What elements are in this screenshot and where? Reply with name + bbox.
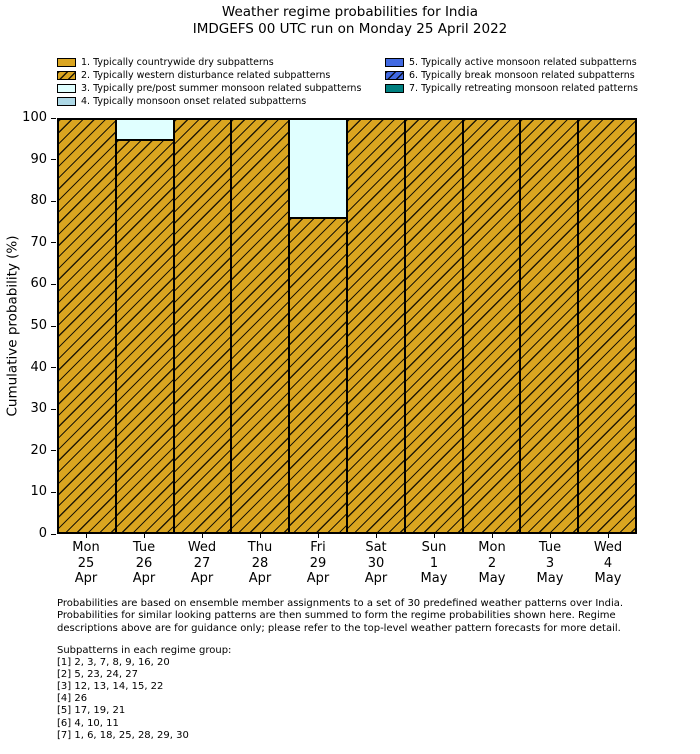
x-label-7	[405, 540, 463, 587]
bar-5-segment-regime-2	[289, 218, 347, 533]
y-tick-mark-40	[51, 367, 56, 368]
y-tick-mark-10	[51, 492, 56, 493]
subpattern-group-3: [3] 12, 13, 14, 15, 22	[57, 681, 164, 693]
x-label-month-2: Apr	[132, 571, 156, 586]
x-label-4	[231, 540, 289, 587]
x-label-month-9: May	[536, 571, 564, 586]
x-label-day-8: Mon	[478, 540, 506, 555]
x-tick-8	[492, 534, 493, 538]
bar-10-segment-regime-2	[578, 119, 636, 533]
subpatterns-list	[57, 645, 231, 742]
subpatterns-heading: Subpatterns in each regime group:	[57, 645, 232, 656]
footnote	[57, 598, 623, 635]
subpattern-group-4: [4] 26	[57, 693, 88, 705]
y-axis-label: Cumulative probability (%)	[5, 235, 21, 417]
x-tick-3	[202, 534, 203, 538]
x-tick-4	[260, 534, 261, 538]
x-label-3	[173, 540, 231, 587]
x-tick-1	[86, 534, 87, 538]
y-tick-mark-90	[51, 159, 56, 160]
chart-subtitle: IMDGEFS 00 UTC run on Monday 25 April 2022	[192, 21, 508, 37]
x-label-5	[289, 540, 347, 587]
x-axis-labels	[57, 540, 637, 590]
x-tick-7	[434, 534, 435, 538]
legend-swatch-2	[57, 71, 76, 80]
x-label-1	[57, 540, 115, 587]
legend-item-5	[385, 56, 638, 69]
x-label-date-8: 2	[487, 555, 497, 571]
y-tick-mark-80	[51, 201, 56, 202]
bar-4-segment-regime-2	[231, 119, 289, 533]
x-label-8	[463, 540, 521, 587]
x-label-9	[521, 540, 579, 587]
legend-item-4	[57, 95, 385, 108]
legend-item-1	[57, 56, 385, 69]
x-label-10	[579, 540, 637, 587]
bar-3-segment-regime-2	[174, 119, 232, 533]
y-axis	[0, 110, 57, 541]
y-tick-label-70: 70	[30, 234, 47, 250]
x-axis-ticks	[57, 534, 637, 538]
y-tick-mark-100	[51, 118, 56, 119]
legend-label-1: 1. Typically countrywide dry subpatterns	[81, 57, 274, 68]
y-tick-mark-70	[51, 242, 56, 243]
y-tick-label-20: 20	[30, 442, 47, 458]
legend-column-right	[385, 56, 638, 108]
legend-item-2	[57, 69, 385, 82]
legend	[57, 56, 687, 108]
y-tick-label-50: 50	[30, 318, 47, 333]
y-tick-label-0: 0	[38, 526, 47, 541]
x-label-date-2: 26	[135, 555, 153, 571]
y-tick-label-80: 80	[30, 193, 47, 209]
bar-7-segment-regime-2	[405, 119, 463, 533]
x-label-day-6: Sat	[365, 540, 387, 555]
x-label-month-3: Apr	[190, 571, 214, 586]
y-tick-label-40: 40	[30, 359, 47, 375]
legend-swatch-5	[385, 58, 404, 67]
legend-label-7: 7. Typically retreating monsoon related patterns	[409, 83, 638, 94]
x-tick-9	[550, 534, 551, 538]
x-tick-10	[608, 534, 609, 538]
y-tick-label-90: 90	[30, 151, 47, 167]
y-tick-label-10: 10	[30, 484, 47, 500]
chart-title: Weather regime probabilities for India	[221, 4, 479, 20]
bar-5-segment-regime-3	[289, 119, 347, 218]
y-tick-mark-0	[51, 534, 56, 535]
x-label-month-10: May	[594, 571, 622, 586]
x-label-day-5: Fri	[310, 540, 326, 555]
subpattern-group-2: [2] 5, 23, 24, 27	[57, 669, 138, 681]
x-label-day-9: Tue	[538, 540, 562, 555]
legend-label-5: 5. Typically active monsoon related subpatterns	[409, 57, 637, 68]
plot-area	[57, 118, 637, 534]
legend-item-3	[57, 82, 385, 95]
x-label-2	[115, 540, 173, 587]
x-label-day-4: Thu	[247, 540, 273, 555]
legend-swatch-7	[385, 84, 404, 93]
x-label-date-1: 25	[77, 555, 95, 571]
x-label-date-9: 3	[545, 555, 555, 571]
x-label-month-1: Apr	[74, 571, 98, 586]
x-tick-5	[318, 534, 319, 538]
legend-item-7	[385, 82, 638, 95]
legend-label-4: 4. Typically monsoon onset related subpatterns	[81, 96, 307, 107]
y-tick-label-60: 60	[30, 276, 47, 292]
legend-swatch-3	[57, 84, 76, 93]
legend-column-left	[57, 56, 385, 108]
x-label-month-8: May	[478, 571, 506, 586]
y-tick-mark-30	[51, 409, 56, 410]
footnote-line-3: descriptions above are for guidance only; please refer to the top-level weather pattern forecasts for more detail.	[57, 622, 621, 634]
x-label-month-4: Apr	[248, 571, 272, 586]
legend-swatch-1	[57, 58, 76, 67]
x-label-date-10: 4	[603, 555, 613, 571]
x-tick-2	[144, 534, 145, 538]
x-label-month-6: Apr	[364, 571, 388, 586]
x-label-day-3: Wed	[187, 540, 217, 555]
legend-swatch-4	[57, 97, 76, 106]
bar-6-segment-regime-2	[347, 119, 405, 533]
y-tick-mark-60	[51, 284, 56, 285]
legend-label-3: 3. Typically pre/post summer monsoon related subpatterns	[81, 83, 362, 94]
x-label-date-4: 28	[251, 555, 269, 571]
bar-1-segment-regime-2	[58, 119, 116, 533]
x-label-day-1: Mon	[72, 540, 100, 555]
legend-swatch-6	[385, 71, 404, 80]
subpattern-group-1: [1] 2, 3, 7, 8, 9, 16, 20	[57, 657, 170, 669]
x-label-month-5: Apr	[306, 571, 330, 586]
y-tick-mark-20	[51, 450, 56, 451]
x-label-day-7: Sun	[421, 540, 447, 555]
x-label-day-10: Wed	[593, 540, 623, 555]
legend-label-6: 6. Typically break monsoon related subpatterns	[409, 70, 635, 81]
y-tick-mark-50	[51, 326, 56, 327]
bar-8-segment-regime-2	[463, 119, 521, 533]
x-label-6	[347, 540, 405, 587]
bar-2-segment-regime-2	[116, 140, 174, 533]
x-label-date-3: 27	[193, 555, 211, 571]
footnote-line-1: Probabilities are based on ensemble member assignments to a set of 30 predefined weather patterns over India.	[57, 598, 624, 609]
x-label-date-7: 1	[429, 555, 439, 571]
footnote-line-2: Probabilities for similar looking patterns are then summed to form the regime probabilities shown here. Regime	[57, 610, 616, 622]
y-tick-label-30: 30	[30, 401, 47, 417]
y-tick-label-100: 100	[22, 110, 47, 125]
subpattern-group-7: [7] 1, 6, 18, 25, 28, 29, 30	[57, 729, 189, 741]
legend-label-2: 2. Typically western disturbance related subpatterns	[81, 70, 331, 81]
x-label-date-6: 30	[367, 555, 385, 571]
subpattern-group-5: [5] 17, 19, 21	[57, 705, 126, 717]
bar-2-segment-regime-3	[116, 119, 174, 140]
subpattern-group-6: [6] 4, 10, 11	[57, 717, 119, 729]
legend-item-6	[385, 69, 638, 82]
x-tick-6	[376, 534, 377, 538]
x-label-month-7: May	[420, 571, 448, 586]
x-label-date-5: 29	[309, 555, 327, 571]
bar-9-segment-regime-2	[520, 119, 578, 533]
x-label-day-2: Tue	[132, 540, 156, 555]
